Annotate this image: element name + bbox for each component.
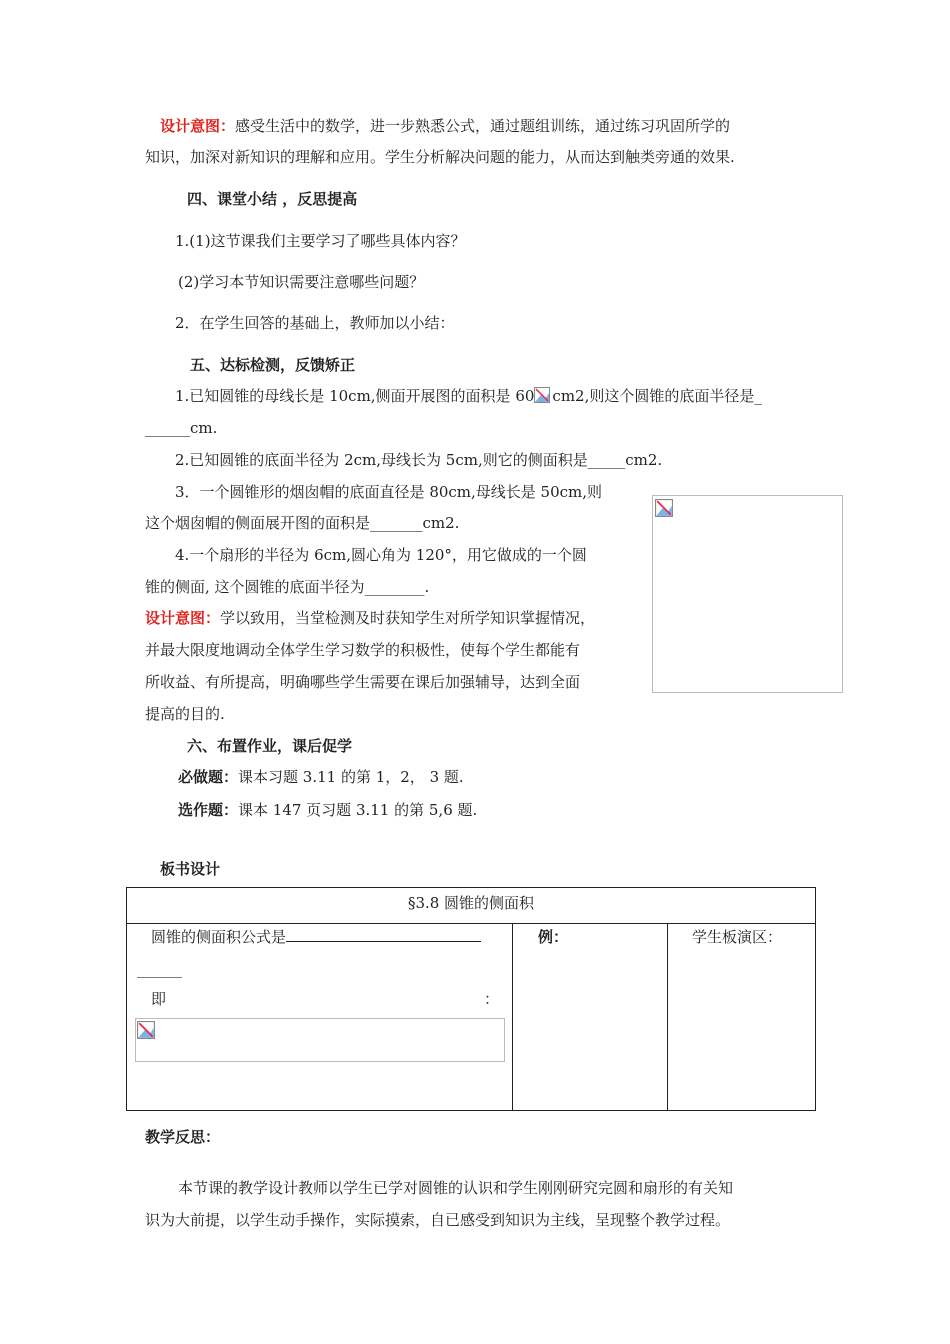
section4-q1: 1.(1)这节课我们主要学习了哪些具体内容？: [175, 232, 466, 250]
example-label: 例：: [538, 928, 569, 946]
section4-q2: (2)学习本节知识需要注意哪些问题？: [178, 273, 425, 291]
design-intent-text: 学以致用，当堂检测及时获知学生对所学知识掌握情况，: [220, 609, 596, 627]
reflection-line2: 识为大前提，以学生动手操作，实际摸索，自已感受到知识为主线，呈现整个教学过程。: [145, 1211, 731, 1229]
problem-3-line2: 这个烟囱帽的侧面展开图的面积是_______cm2.: [145, 514, 460, 532]
section6-heading: 六、布置作业，课后促学: [187, 737, 353, 755]
design-intent-1: [160, 116, 730, 136]
reflection-line1: 本节课的教学设计教师以学生已学对圆锥的认识和学生刚刚研究完圆和扇形的有关知: [178, 1179, 734, 1197]
problem-1: [175, 386, 762, 406]
design-intent-2-line4: 提高的目的.: [145, 705, 225, 723]
student-area-label: 学生板演区：: [692, 928, 783, 946]
figure-placeholder: [652, 495, 843, 693]
problem-1-text-a: 1.已知圆锥的母线长是 10cm,侧面开展图的面积是 60: [175, 387, 535, 405]
broken-image-icon: [137, 1021, 155, 1037]
optional-label: 选作题：: [178, 801, 239, 819]
formula-figure-placeholder: [135, 1018, 505, 1062]
homework-required: [178, 767, 464, 787]
problem-3: 3．一个圆锥形的烟囱帽的底面直径是 80cm,母线长是 50cm,则: [175, 483, 603, 501]
broken-image-icon: [534, 387, 552, 403]
formula-label-text: 圆锥的侧面积公式是: [151, 928, 287, 946]
design-intent-text: 感受生活中的数学，进一步熟悉公式，通过题组训练，通过练习巩固所学的: [235, 117, 731, 135]
problem-4: 4.一个扇形的半径为 6cm,圆心角为 120°，用它做成的一个圆: [175, 546, 587, 564]
problem-4-line2: 锥的侧面, 这个圆锥的底面半径为________.: [145, 578, 430, 596]
design-intent-1-line2: 知识，加深对新知识的理解和应用。学生分析解决问题的能力，从而达到触类旁通的效果.: [145, 148, 735, 166]
problem-1-text-b: cm2,则这个圆锥的底面半径是_: [552, 387, 762, 405]
that-is-colon: ：: [484, 990, 500, 1008]
problem-1-blank: ______cm.: [145, 419, 218, 437]
required-label: 必做题：: [178, 768, 239, 786]
formula-blank: ______: [137, 960, 182, 978]
design-intent-2-line2: 并最大限度地调动全体学生学习数学的积极性，使每个学生都能有: [145, 641, 581, 659]
broken-image-icon: [655, 499, 673, 515]
board-table: [126, 887, 816, 1111]
design-intent-label: 设计意图：: [145, 609, 221, 627]
board-formula-cell: [127, 924, 513, 1111]
design-intent-2-line3: 所收益、有所提高，明确哪些学生需要在课后加强辅导，达到全面: [145, 673, 581, 691]
optional-text: 课本 147 页习题 3.11 的第 5,6 题.: [238, 801, 478, 819]
design-intent-2: [145, 608, 595, 628]
formula-label: [151, 927, 481, 947]
homework-optional: [178, 800, 477, 820]
required-text: 课本习题 3.11 的第 1，2， 3 题.: [238, 768, 464, 786]
section5-heading: 五、达标检测，反馈矫正: [190, 356, 356, 374]
reflection-heading: 教学反思：: [145, 1128, 221, 1146]
board-student-cell: [668, 924, 816, 1111]
section4-heading: 四、课堂小结 ，反思提高: [187, 190, 358, 208]
that-is-label: 即: [151, 990, 167, 1008]
board-example-cell: [513, 924, 668, 1111]
board-title: §3.8 圆锥的侧面积: [127, 888, 816, 924]
board-heading: 板书设计: [160, 860, 221, 878]
design-intent-label: 设计意图：: [160, 117, 236, 135]
formula-blank-line: [286, 927, 481, 942]
problem-2: 2.已知圆锥的底面半径为 2cm,母线长为 5cm,则它的侧面积是_____cm2.: [175, 451, 663, 469]
section4-q3: 2．在学生回答的基础上，教师加以小结：: [175, 314, 455, 332]
